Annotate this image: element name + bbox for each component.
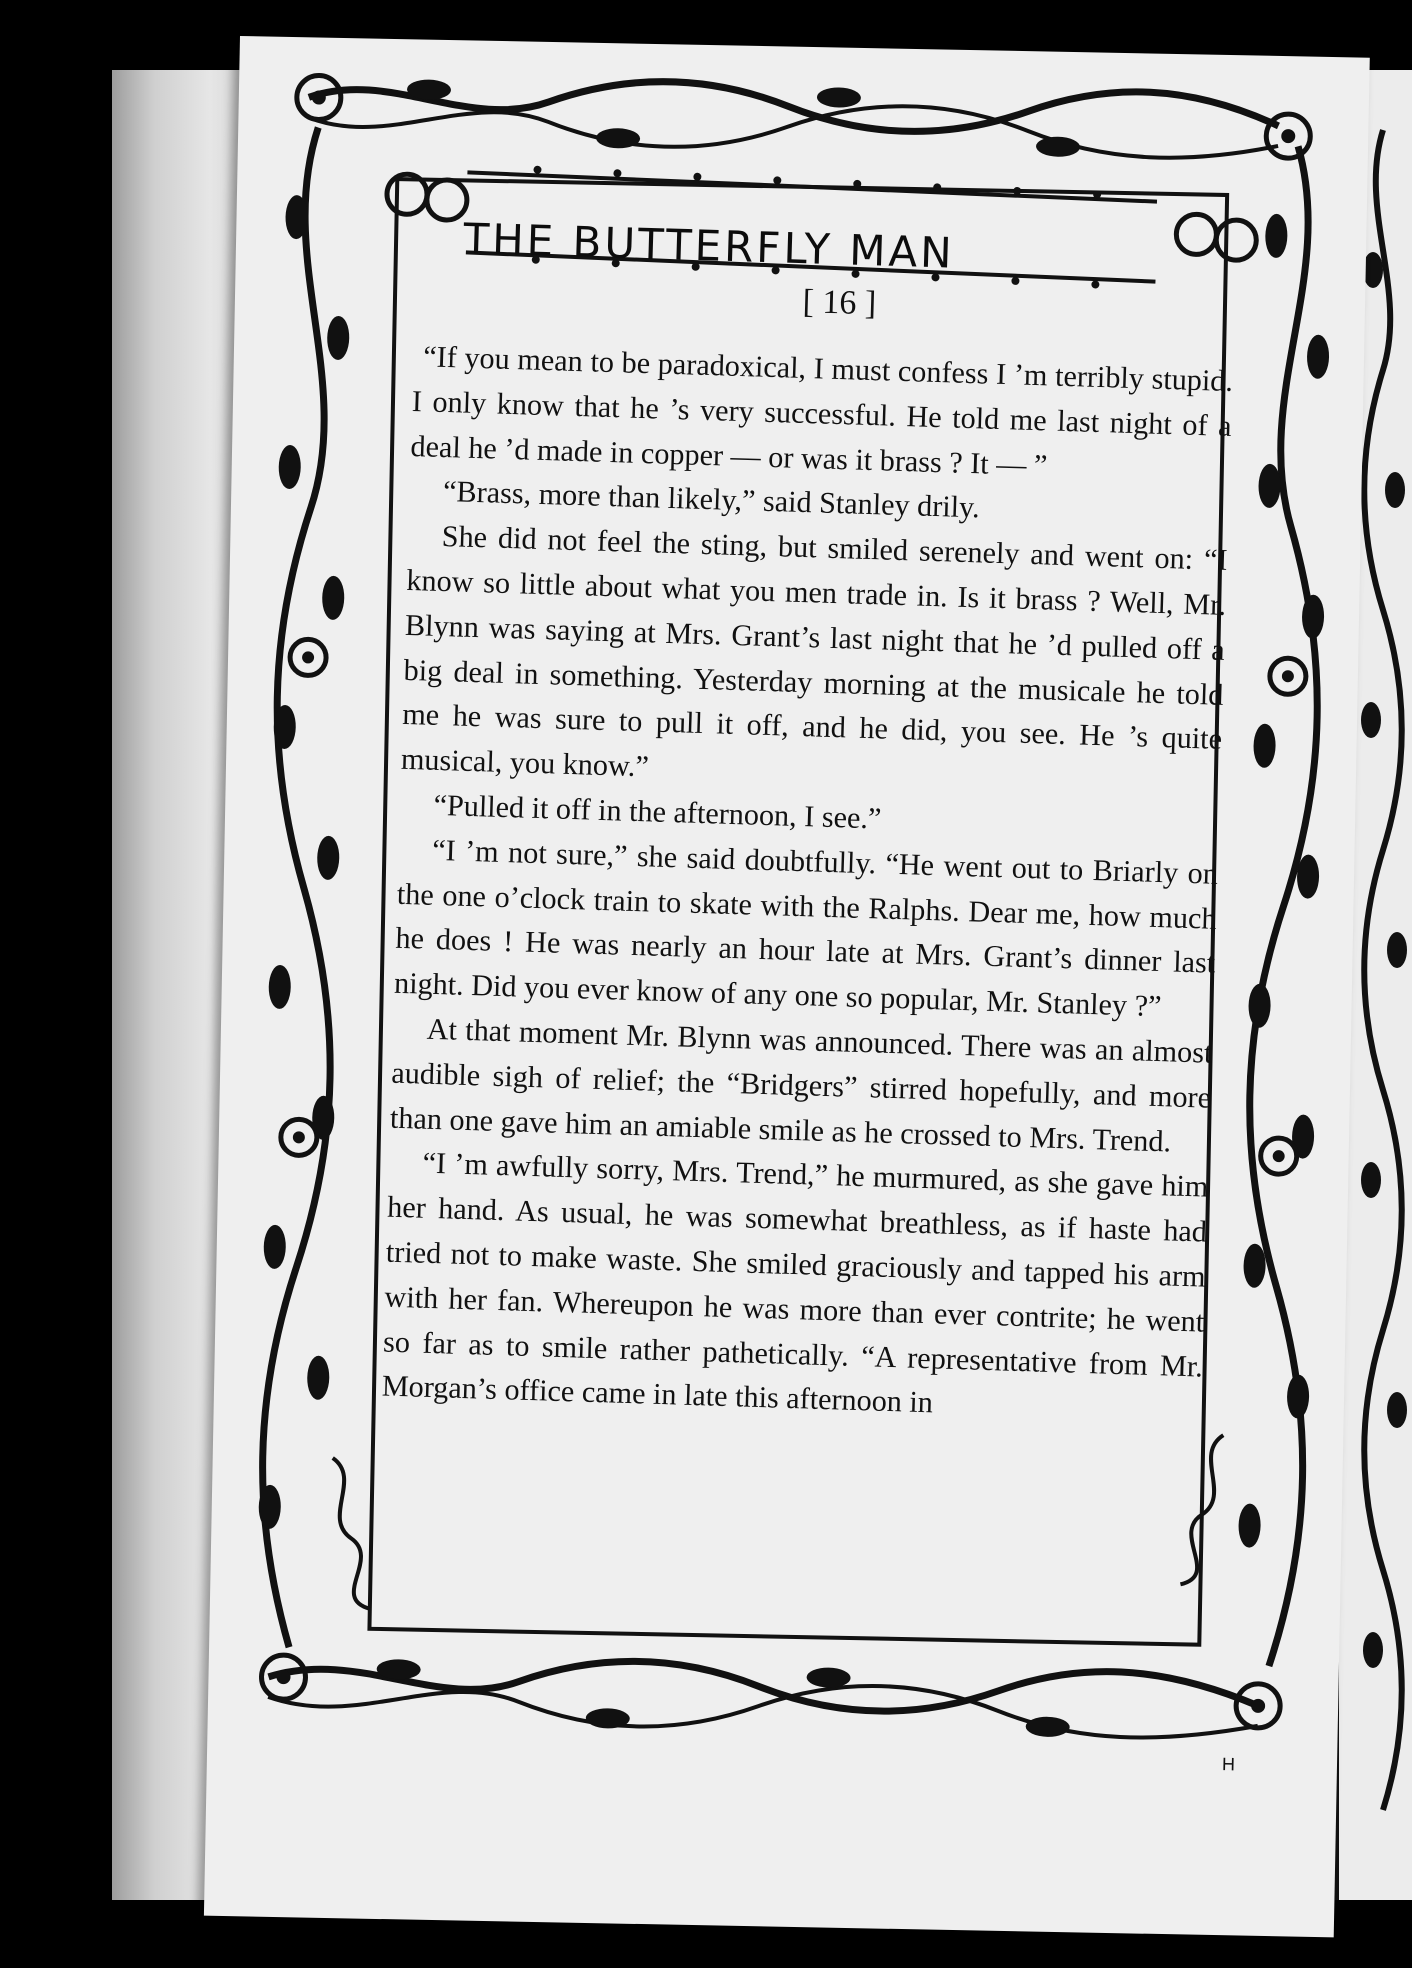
paragraph: She did not feel the sting, but smiled serenely and went on: “I know so little about what you men trade in. Is it brass ? Well, Mr. Blynn was saying at Mrs. Grant’s last night that he ’d pulled off a big deal in something. Yesterday morning at the musicale he told me he was sure to pull it off, and he did, you see. He ’s quite musical, you know.”: [400, 519, 1228, 784]
body-text: [381, 334, 1233, 1434]
paragraph: At that moment Mr. Blynn was announced. There was an almost audible sigh of relief; the “Bridgers” stirred hopefully, and more than one gave him an amiable smile as he crossed to Mrs. Trend.: [389, 1011, 1213, 1159]
signature-letter: H: [1221, 1754, 1236, 1775]
page-number: [ 16 ]: [802, 283, 877, 323]
paragraph: “I ’m awfully sorry, Mrs. Trend,” he murmured, as she gave him her hand. As usual, he was somewhat breathless, as if haste had tried not to make waste. She smiled graciously and tapped his arm with her fan. Whereupon he was more than ever contrite; he went so far as to smile rather pathetically. “A representative from Mr. Morgan’s office came in late this afternoon in: [381, 1146, 1209, 1420]
paragraph: “If you mean to be paradoxical, I must confess I ’m terribly stupid. I only know that he ’s very successful. He told me last night of a deal he ’d made in copper — or was it brass ? It — ”: [410, 339, 1234, 482]
running-title: THE BUTTERFLY MAN: [462, 214, 956, 278]
paragraph: “I ’m not sure,” she said doubtfully. “He went out to Briarly on the one o’clock train to skate with the Ralphs. Dear me, how much he does ! He was nearly an hour late at Mrs. Grant’s dinner last night. Did you ever know of any one so popular, Mr. Stanley ?”: [393, 832, 1219, 1024]
paragraph: “Brass, more than likely,” said Stanley drily.: [442, 474, 981, 525]
paragraph: “Pulled it off in the afternoon, I see.”: [433, 787, 882, 836]
